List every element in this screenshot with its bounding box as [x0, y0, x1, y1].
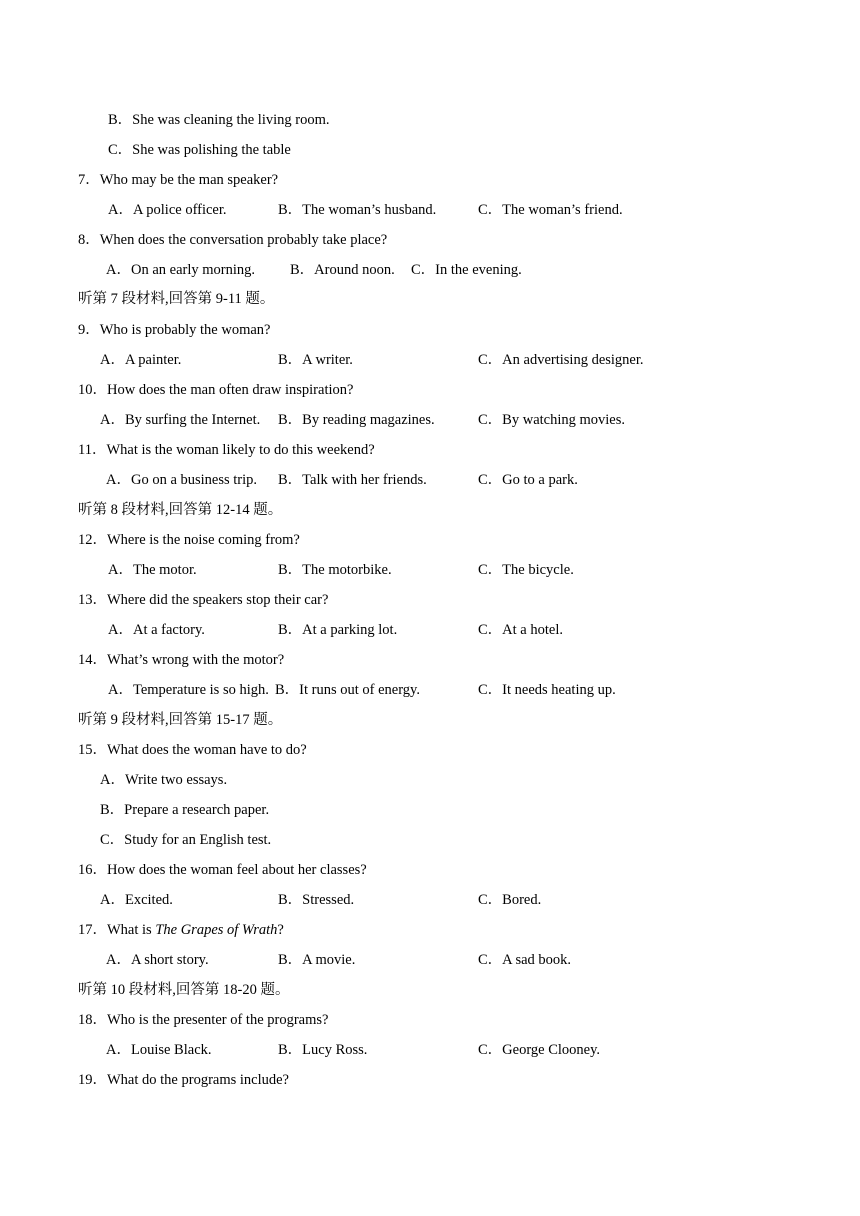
q12-options — [0, 563, 860, 581]
question-8: 8．When does the conversation probably take place? — [78, 232, 388, 248]
q8-option-a: A．On an early morning. — [106, 262, 255, 278]
q16-options — [0, 893, 860, 911]
q10-options — [0, 413, 860, 431]
question-18: 18．Who is the presenter of the programs? — [78, 1012, 329, 1028]
q14-option-c: C．It needs heating up. — [478, 682, 616, 698]
q17-options — [0, 953, 860, 971]
q18-option-b: B．Lucy Ross. — [278, 1042, 368, 1058]
q17-option-c: C．A sad book. — [478, 952, 572, 968]
q10-option-b: B．By reading magazines. — [278, 412, 435, 428]
question-10: 10．How does the man often draw inspiration? — [78, 382, 354, 398]
question-13: 13．Where did the speakers stop their car? — [78, 592, 329, 608]
question-12: 12．Where is the noise coming from? — [78, 532, 300, 548]
q17-option-a: A．A short story. — [106, 952, 209, 968]
q6-option-c: C．She was polishing the table — [108, 142, 291, 158]
q6-option-b: B．She was cleaning the living room. — [108, 112, 330, 128]
q14-option-a: A．Temperature is so high. — [108, 682, 269, 698]
q9-option-a: A．A painter. — [100, 352, 182, 368]
question-19: 19．What do the programs include? — [78, 1072, 289, 1088]
q9-option-b: B．A writer. — [278, 352, 353, 368]
q14-option-b: B．It runs out of energy. — [275, 682, 420, 698]
q8-option-c: C．In the evening. — [411, 262, 522, 278]
section-header-8: 听第 8 段材料,回答第 12-14 题。 — [78, 502, 283, 518]
section-header-10: 听第 10 段材料,回答第 18-20 题。 — [78, 982, 290, 998]
q7-option-a: A．A police officer. — [108, 202, 227, 218]
q13-options — [0, 623, 860, 641]
q9-option-c: C．An advertising designer. — [478, 352, 644, 368]
question-16: 16．How does the woman feel about her classes? — [78, 862, 367, 878]
q18-option-a: A．Louise Black. — [106, 1042, 212, 1058]
question-15: 15．What does the woman have to do? — [78, 742, 307, 758]
q8-options — [0, 263, 860, 281]
q18-option-c: C．George Clooney. — [478, 1042, 601, 1058]
q13-option-a: A．At a factory. — [108, 622, 205, 638]
q16-option-b: B．Stressed. — [278, 892, 355, 908]
book-title: The Grapes of Wrath — [155, 922, 278, 938]
q11-option-c: C．Go to a park. — [478, 472, 578, 488]
q13-option-c: C．At a hotel. — [478, 622, 563, 638]
q16-option-c: C．Bored. — [478, 892, 542, 908]
q12-option-a: A．The motor. — [108, 562, 197, 578]
q17-option-b: B．A movie. — [278, 952, 356, 968]
question-14: 14．What’s wrong with the motor? — [78, 652, 285, 668]
q7-options — [0, 203, 860, 221]
q8-option-b: B．Around noon. — [290, 262, 395, 278]
q11-options — [0, 473, 860, 491]
question-17 — [78, 923, 284, 938]
q11-option-a: A．Go on a business trip. — [106, 472, 258, 488]
q15-option-a: A．Write two essays. — [100, 772, 228, 788]
q11-option-b: B．Talk with her friends. — [278, 472, 427, 488]
question-11: 11．What is the woman likely to do this weekend? — [78, 442, 375, 458]
question-7: 7．Who may be the man speaker? — [78, 172, 279, 188]
question-17-prefix: 17．What is — [78, 922, 156, 938]
q7-option-c: C．The woman’s friend. — [478, 202, 623, 218]
q16-option-a: A．Excited. — [100, 892, 173, 908]
q7-option-b: B．The woman’s husband. — [278, 202, 437, 218]
q9-options — [0, 353, 860, 371]
q12-option-c: C．The bicycle. — [478, 562, 574, 578]
section-header-7: 听第 7 段材料,回答第 9-11 题。 — [78, 291, 275, 307]
q14-options — [0, 683, 860, 701]
q10-option-a: A．By surfing the Internet. — [100, 412, 261, 428]
question-9: 9．Who is probably the woman? — [78, 322, 271, 338]
section-header-9: 听第 9 段材料,回答第 15-17 题。 — [78, 712, 283, 728]
q13-option-b: B．At a parking lot. — [278, 622, 398, 638]
q10-option-c: C．By watching movies. — [478, 412, 626, 428]
q18-options — [0, 1043, 860, 1061]
question-17-suffix: ? — [277, 922, 284, 938]
q12-option-b: B．The motorbike. — [278, 562, 392, 578]
q15-option-b: B．Prepare a research paper. — [100, 802, 270, 818]
q15-option-c: C．Study for an English test. — [100, 832, 272, 848]
